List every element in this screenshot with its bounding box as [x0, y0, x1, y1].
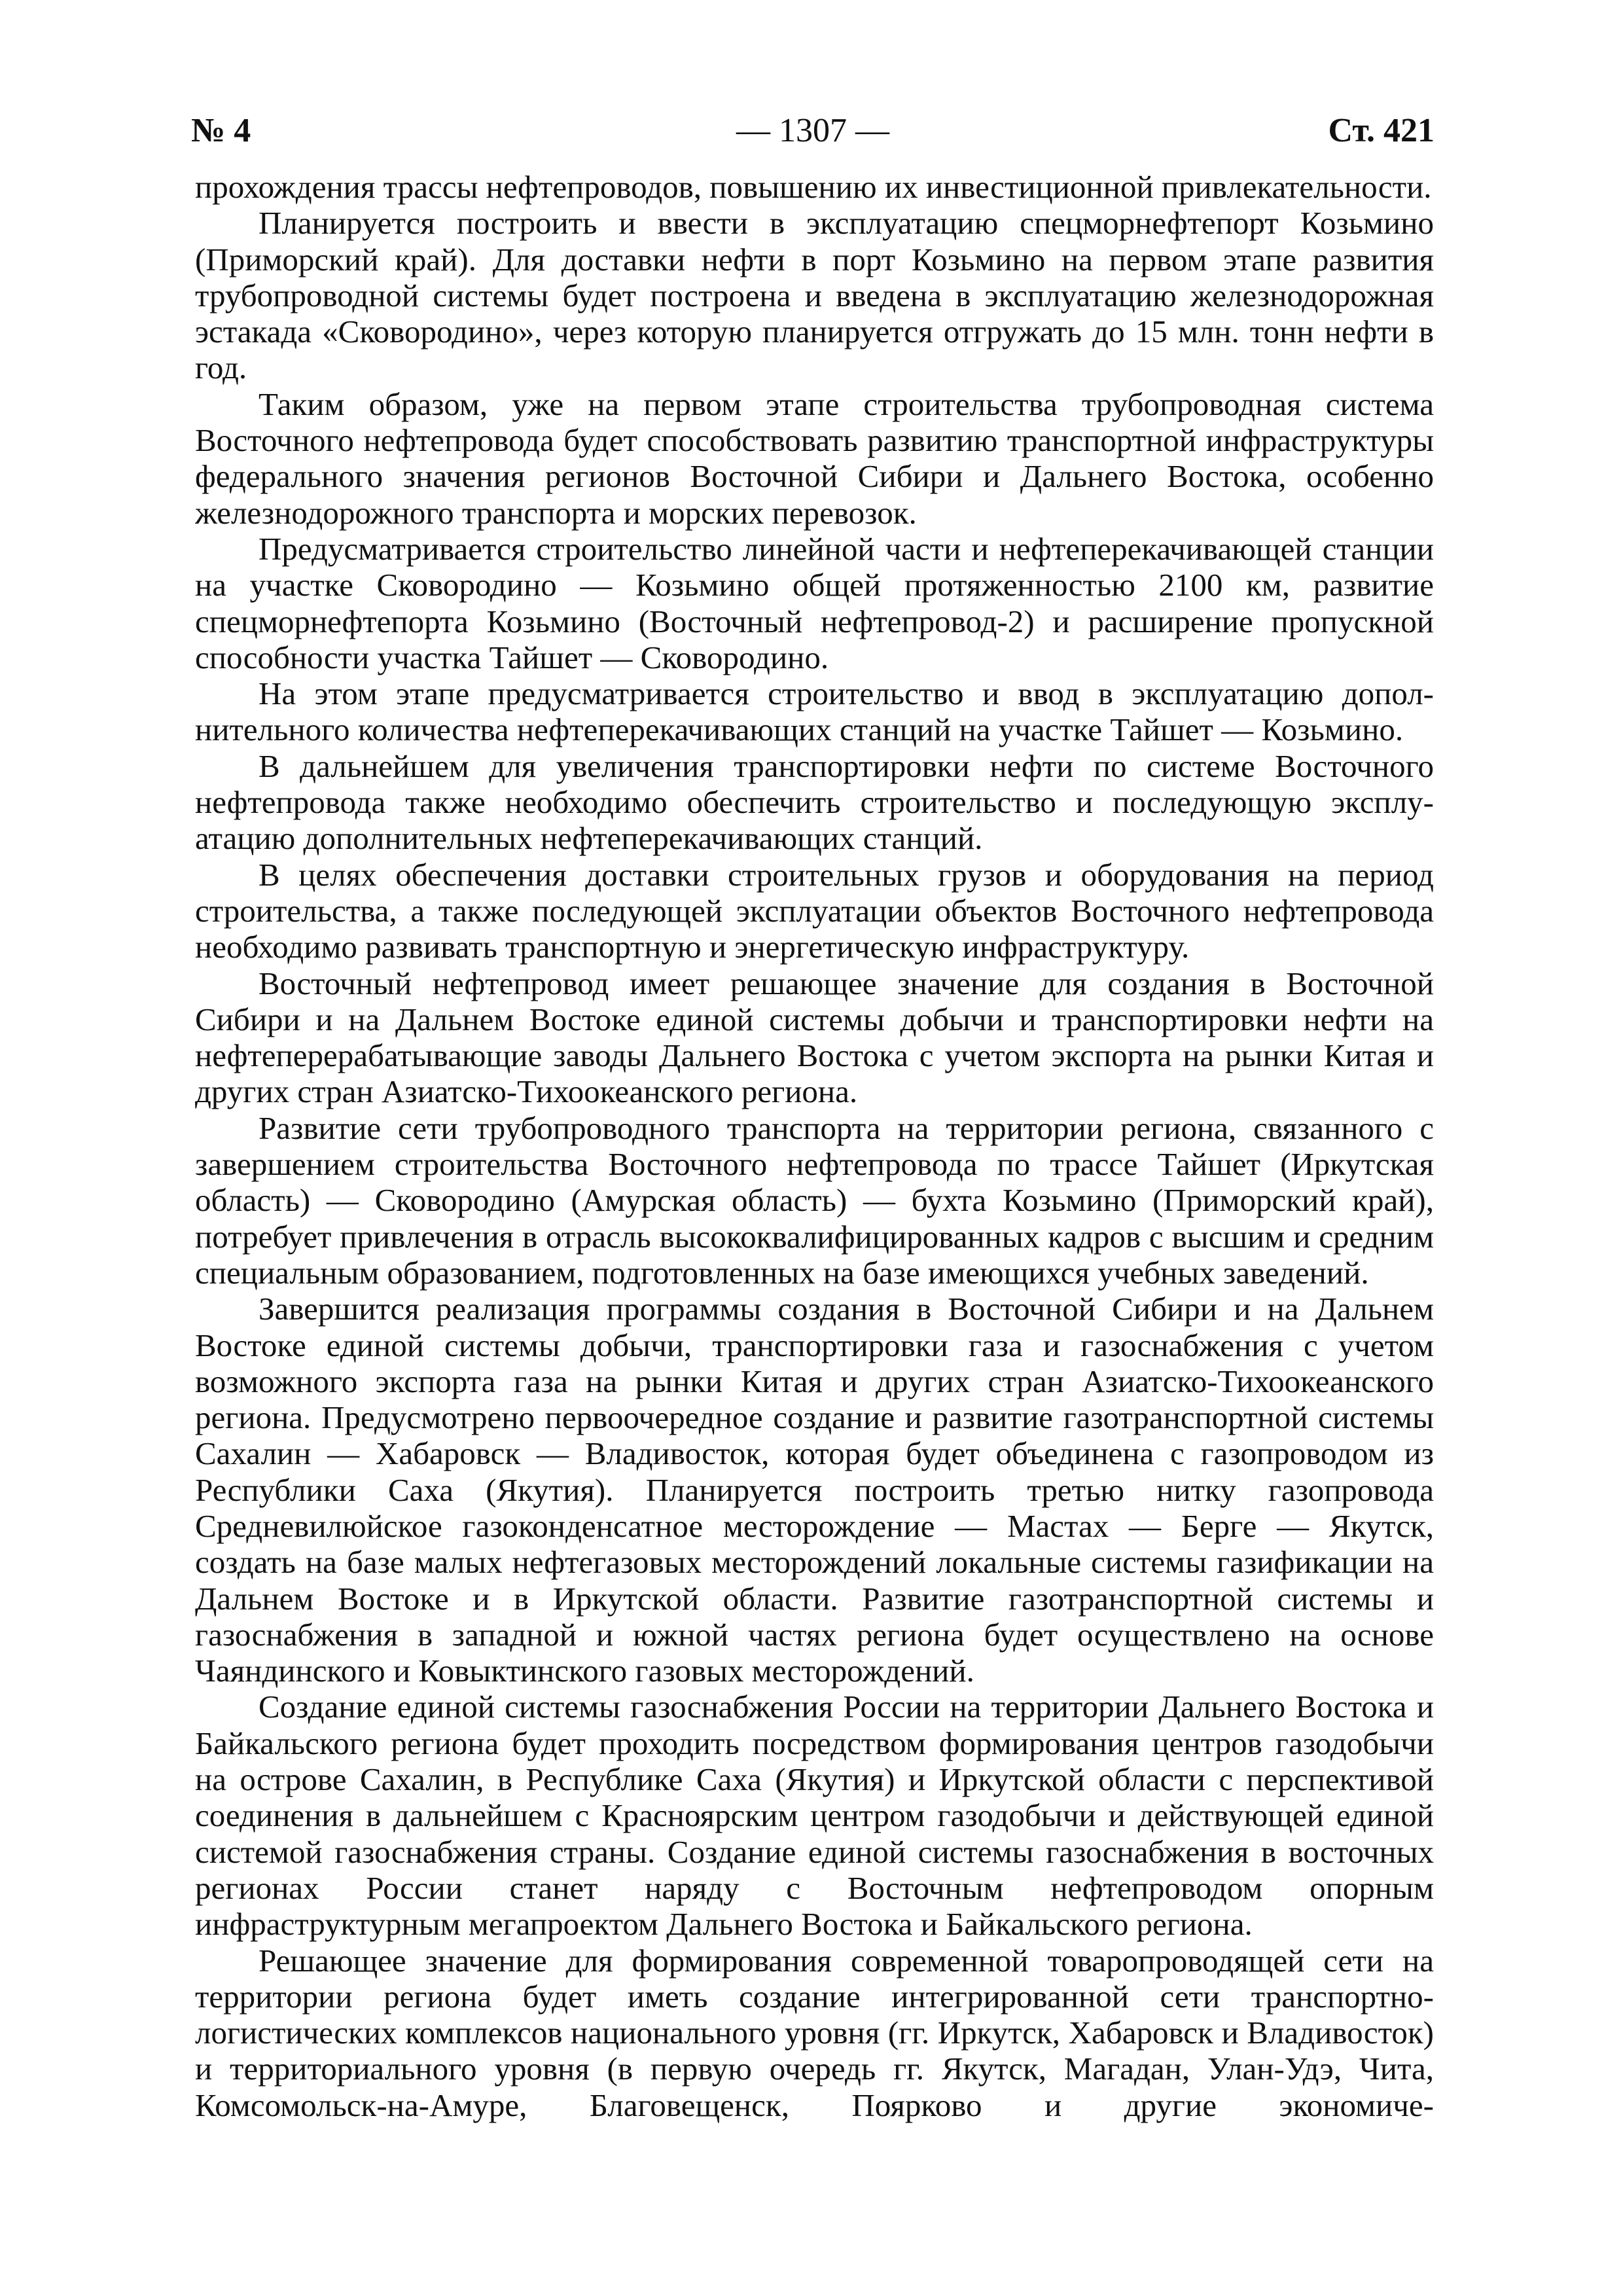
- paragraph: Предусматривается строительство линейной части и нефтеперекачивающей станции на участке Сковородино — Козьмино общей протяженностью 2100 км, развитие спецморнефтепорта Козьмино (Восточный нефтепровод-2) и расширение пропускной способности участка Тайшет — Сковородино.: [195, 530, 1434, 675]
- paragraph: Планируется построить и ввести в эксплуатацию спецморнефтепорт Козьмино (Приморский край). Для доставки нефти в порт Козьмино на первом этапе развития трубопроводной системы будет построена и введена в эксплуатацию железнодорожная эстакада «Сковородино», через которую планируется отгружать до 15 млн. тонн нефти в год.: [195, 205, 1434, 386]
- paragraph: В дальнейшем для увеличения транспортировки нефти по системе Восточного нефтепровода также необходимо обеспечить строительство и последующую эксплуатацию дополнительных нефтеперекачивающих станций.: [195, 747, 1434, 857]
- paragraph: Завершится реализация программы создания в Восточной Сибири и на Дальнем Востоке единой системы добычи, транспортировки газа и газоснабжения с учетом возможного экспорта газа на рынки Китая и других стран Азиатско-Тихоокеанского региона. Предусмотрено первоочередное создание и развитие газотранспортной системы Сахалин — Хабаровск — Владивосток, которая будет объединена с газопроводом из Республики Саха (Якутия). Планируется построить третью нитку газопровода Средневилюйское газоконденсатное месторождение — Мастах — Берге — Якутск, создать на базе малых нефтегазовых месторождений локальные системы газификации на Дальнем Востоке и в Иркутской области. Развитие газотранспортной системы и газоснабжения в западной и южной частях региона будет осуществлено на основе Чаяндинского и Ковыктинского газовых месторождений.: [195, 1291, 1434, 1689]
- paragraph: Восточный нефтепровод имеет решающее значение для создания в Восточной Сибири и на Дальнем Востоке единой системы добычи и транспортировки нефти на нефтеперерабатывающие заводы Дальнего Востока с учетом экспорта на рынки Китая и других стран Азиатско-Тихоокеанского региона.: [195, 965, 1434, 1110]
- paragraph: На этом этапе предусматривается строительство и ввод в эксплуатацию дополнительного количества нефтеперекачивающих станций на участке Тайшет — Козьмино.: [195, 675, 1434, 748]
- paragraph: Таким образом, уже на первом этапе строительства трубопроводная система Восточного нефтепровода будет способствовать развитию транспортной инфраструктуры федерального значения регионов Восточной Сибири и Дальнего Востока, особенно железнодорожного транспорта и морских перевозок.: [195, 386, 1434, 531]
- paragraph: Создание единой системы газоснабжения России на территории Дальнего Востока и Байкальского региона будет проходить посредством формирования центров газодобычи на острове Сахалин, в Республике Саха (Якутия) и Иркутской области с перспективой соединения в дальнейшем с Красноярским центром газодобычи и действующей единой системой газоснабжения страны. Создание единой системы газоснабжения в восточных регионах России станет наряду с Восточным нефтепроводом опорным инфраструктурным мегапроектом Дальнего Востока и Байкальского региона.: [195, 1689, 1434, 1943]
- page-number: — 1307 —: [736, 112, 889, 149]
- article-number: Ст. 421: [1328, 112, 1435, 149]
- document-body: [195, 169, 1434, 2244]
- paragraph: прохождения трассы нефтепроводов, повышению их инвестиционной привлекательности.: [195, 169, 1432, 205]
- paragraph: Развитие сети трубопроводного транспорта на территории региона, связанного с завершением строительства Восточного нефтепровода по трассе Тайшет (Иркутская область) — Сковородино (Амурская область) — бухта Козьмино (Приморский край), потребует привлечения в отрасль высококвалифицированных кадров с высшим и средним специальным образованием, подготовленных на базе имеющихся учебных заведений.: [195, 1109, 1434, 1291]
- page-header: [191, 108, 1435, 154]
- paragraph: Решающее значение для формирования современной товаропроводящей сети на территории региона будет иметь создание интегрированной сети транспортнологистических комплексов национального уровня (гг. Иркутск, Хабаровск и Владивосток) и территориального уровня (в первую очередь гг. Якутск, Магадан, Улан-Удэ, Чита, Комсомольск-на-Амуре, Благовещенск, Поярково и другие экономиче-: [195, 1942, 1434, 2123]
- paragraph: В целях обеспечения доставки строительных грузов и оборудования на период строительства, а также последующей эксплуатации объектов Восточного нефтепровода необходимо развивать транспортную и энергетическую инфраструктуру.: [195, 856, 1434, 965]
- issue-number: № 4: [191, 112, 251, 149]
